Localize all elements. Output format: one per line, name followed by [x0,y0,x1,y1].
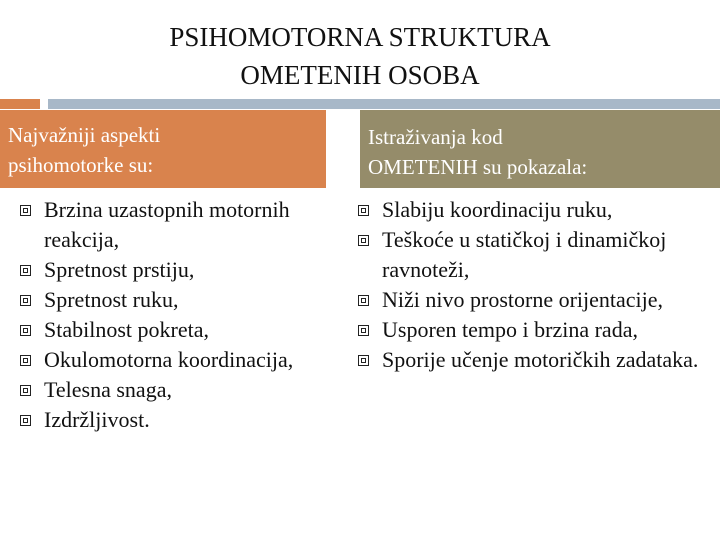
right-column-header [360,110,720,188]
square-bullet-icon [20,355,31,366]
list-item-text: Stabilnost pokreta, [44,317,209,342]
right-bullet-list [358,195,708,375]
square-bullet-icon [20,205,31,216]
list-item [20,405,320,435]
left-header-line-2: psihomotorke su: [8,153,154,177]
list-item-text: Okulomotorna koordinacija, [44,347,294,372]
list-item [20,285,320,315]
list-item [20,255,320,285]
list-item [20,315,320,345]
square-bullet-icon [20,325,31,336]
list-item-text: Spretnost ruku, [44,287,179,312]
square-bullet-icon [358,325,369,336]
list-item-text: Slabiju koordinaciju ruku, [382,197,613,222]
list-item-text: Teškoće u statičkoj i dinamičkoj ravnoteži, [382,227,667,282]
list-item-text: Brzina uzastopnih motornih reakcija, [44,197,290,252]
square-bullet-icon [358,205,369,216]
list-item-text: Sporije učenje motoričkih zadataka. [382,347,699,372]
square-bullet-icon [20,385,31,396]
list-item-text: Usporen tempo i brzina rada, [382,317,638,342]
list-item-text: Izdržljivost. [44,407,150,432]
list-item [358,285,708,315]
list-item-text: Telesna snaga, [44,377,172,402]
list-item [358,225,708,285]
square-bullet-icon [20,295,31,306]
title-line-2: OMETENIH OSOBA [240,60,480,90]
left-header-line-1: Najvažniji aspekti [8,123,161,147]
left-bullet-list [20,195,320,435]
list-item [20,345,320,375]
list-item-text: Niži nivo prostorne orijentacije, [382,287,664,312]
square-bullet-icon [358,235,369,246]
square-bullet-icon [20,265,31,276]
list-item [358,195,708,225]
right-header-line-1: Istraživanja kod [368,125,503,149]
square-bullet-icon [20,415,31,426]
left-column-header [0,110,326,188]
list-item [20,195,320,255]
square-bullet-icon [358,355,369,366]
accent-bar-left [0,99,40,109]
list-item-text: Spretnost prstiju, [44,257,195,282]
slide-title [60,18,660,94]
list-item [20,375,320,405]
list-item [358,345,708,375]
square-bullet-icon [358,295,369,306]
list-item [358,315,708,345]
right-header-line-2: OMETENIH su pokazala: [368,155,588,179]
title-line-1: PSIHOMOTORNA STRUKTURA [169,22,551,52]
accent-bar-right [48,99,720,109]
